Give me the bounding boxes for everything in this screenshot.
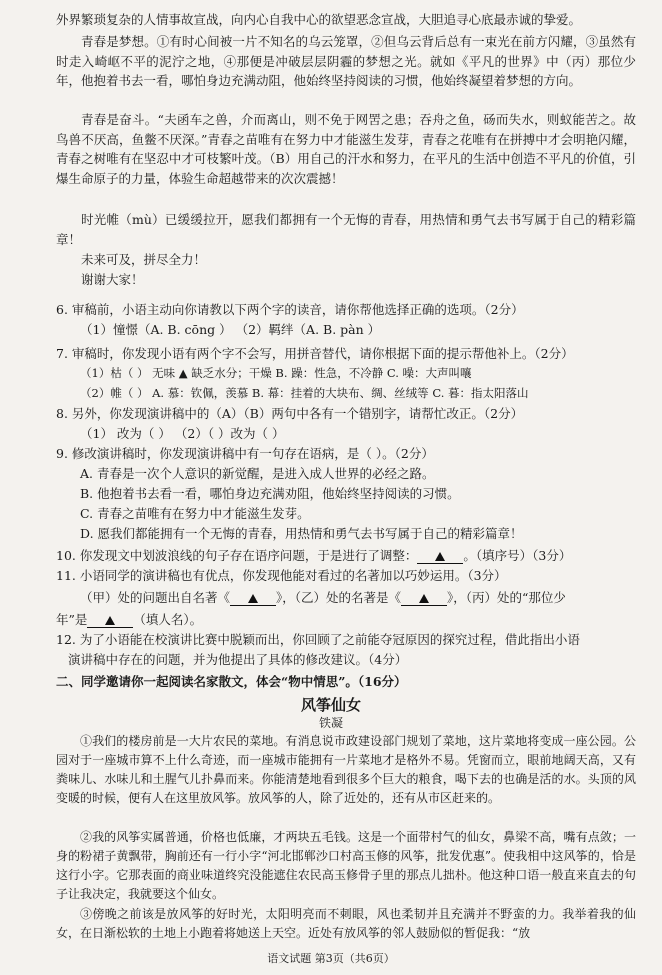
speech-paragraph-struggle: 青春是奋斗。“夫函车之兽，介而离山，则不免于网罟之患；吞舟之鱼，砀而失水，则蚁能苦之。故鸟兽不厌高，鱼鳖不厌深。”青春之苗唯有在努力中才能滋生发芽，青春之花唯有在拼搏中才会明艳闪耀，青春之树唯有在坚忍中才可枝繁叶茂。（B）用自己的汗水和努力，在平凡的生活中创造不平凡的价值，引爆生命原子的力量，体验生命超越带来的次次震撼！: [56, 112, 636, 186]
speech-closing-2: 谢谢大家！: [81, 272, 144, 287]
q11-part-d: 年”是: [56, 612, 88, 627]
question-10-tail: 。（填序号）（3分）: [463, 548, 572, 563]
q11-part-c: 》，（丙）处的“那位少: [447, 590, 566, 605]
q11-part-e: （填人名）。: [133, 612, 203, 627]
speech-closing-1: 未来可及，拼尽全力！: [81, 252, 207, 267]
question-6-options: （1）憧憬（A. B. cōng ） （2）羁绊（A. B. pàn ）: [80, 322, 381, 337]
page-footer: 语文试题 第3页（共6页）: [267, 952, 395, 965]
question-11: 11. 小语同学的演讲稿也有优点，你发现他能对看过的名著加以巧妙运用。（3分）: [56, 568, 507, 583]
article-paragraph-1: ①我们的楼房前是一大片农民的菜地。有消息说市政建设部门规划了菜地，这片菜地将变成一座公园。公园对于一座城市算不上什么奇迹，而一座城市能拥有一片菜地才是格外不易。凭窗而立，眼前地阔天高，又有粪味儿、水味儿和土腥气儿扑鼻而来。你能清楚地看到很多个巨大的粮食，喝下去的也确是活的水。头顶的风变暖的时候，便有人在这里放风筝。放风筝的人，除了近处的，还有从市区赶来的。: [56, 734, 636, 805]
question-8-options: （1） 改为（ ） （2）（ ）改为（ ）: [80, 426, 285, 441]
question-9-option-a: A. 青春是一次个人意识的新觉醒，是进入成人世界的必经之路。: [80, 466, 435, 481]
article-paragraph-3: ③傍晚之前该是放风筝的好时光，太阳明亮而不刺眼，风也柔韧并且充满并不野蛮的力。我举着我的仙女，在日渐松软的土地上小跑着将她送上天空。近处有放风筝的邻人鼓励似的暂促我：“放: [56, 907, 636, 940]
speech-paragraph-0: 外界繁琐复杂的人情事故宣战，向内心自我中心的欲望恶念宣战，大胆追寻心底最赤诚的挚爱。: [56, 12, 582, 27]
speech-paragraph-time: 时光帷（mù）已缓缓拉开，愿我们都拥有一个无悔的青春，用热情和勇气去书写属于自己的精彩篇章！: [56, 212, 636, 247]
question-9: 9. 修改演讲稿时，你发现演讲稿中有一句存在语病，是（ ）。（2分）: [56, 446, 434, 461]
question-7-option-2: （2）帷（ ） A. 慕：钦佩，羡慕 B. 幕：挂着的大块布、绸、丝绒等 C. 暮：指太阳落山: [80, 386, 529, 400]
question-12-line-2: 演讲稿中存在的问题，并为他提出了具体的修改建议。（4分）: [68, 652, 408, 667]
section-2-heading: 二、同学邀请你一起阅读名家散文，体会“物中情思”。（16分）: [56, 674, 407, 689]
q11-part-a: （甲）处的问题出自名著《: [80, 590, 231, 605]
article-paragraph-2: ②我的风筝实属普通，价格也低廉，才两块五毛钱。这是一个面带村气的仙女，鼻梁不高，嘴有点敛；一身的粉裙子黄飘带，胸前还有一行小字“河北邯郸沙口村高玉修的风筝，批发优惠”。使我相中这风筝的，恰是这行小字。它那表面的商业味道终究没能遮住农民高玉修骨子里的那点儿拙朴。他这种口语一般直来直去的句子让我决定，我就要这个仙女。: [56, 830, 636, 901]
speech-paragraph-dream: 青春是梦想。①有时心间被一片不知名的乌云笼罩，②但乌云背后总有一束光在前方闪耀，③虽然有时走入崎岖不平的泥泞之地，④那便是冲破层层阴霾的梦想之光。就如《平凡的世界》中（丙）那位少年，他抱着书去一看，哪怕身边充满动阻，他始终坚持阅读的习惯，他始终凝望着梦想的方向。: [56, 34, 636, 88]
question-9-option-c: C. 青春之苗唯有在努力中才能滋生发芽。: [80, 506, 310, 521]
question-8: 8. 另外，你发现演讲稿中的（A）（B）两句中各有一个错别字，请帮忙改正。（2分）: [56, 406, 524, 421]
question-12-line-1: 12. 为了小语能在校演讲比赛中脱颖而出，你回顾了之前能夺冠原因的探究过程，借此指出小语: [56, 632, 580, 647]
question-9-option-b: B. 他抱着书去看一看，哪怕身边充满劝阻，他始终坚持阅读的习惯。: [80, 486, 460, 501]
article-author: 铁凝: [318, 716, 343, 730]
question-7-option-1: （1）枯（ ） 无味 ▲ 缺乏水分；干燥 B. 躁：性急，不冷静 C. 噪：大声叫嚷: [80, 366, 472, 380]
article-title: 风筝仙女: [300, 696, 361, 714]
question-9-option-d: D. 愿我们都能拥有一个无悔的青春，用热情和勇气去书写属于自己的精彩篇章！: [80, 526, 523, 541]
question-10-text: 10. 你发现文中划波浪线的句子存在语序问题，于是进行了调整：: [56, 548, 418, 563]
question-6: 6. 审稿前，小语主动向你请教以下两个字的读音，请你帮他选择正确的选项。（2分）: [56, 302, 524, 317]
question-7: 7. 审稿时，你发现小语有两个字不会写，用拼音替代，请你根据下面的提示帮他补上。（2分）: [56, 346, 574, 361]
q11-part-b: 》，（乙）处的名著是《: [276, 590, 402, 605]
